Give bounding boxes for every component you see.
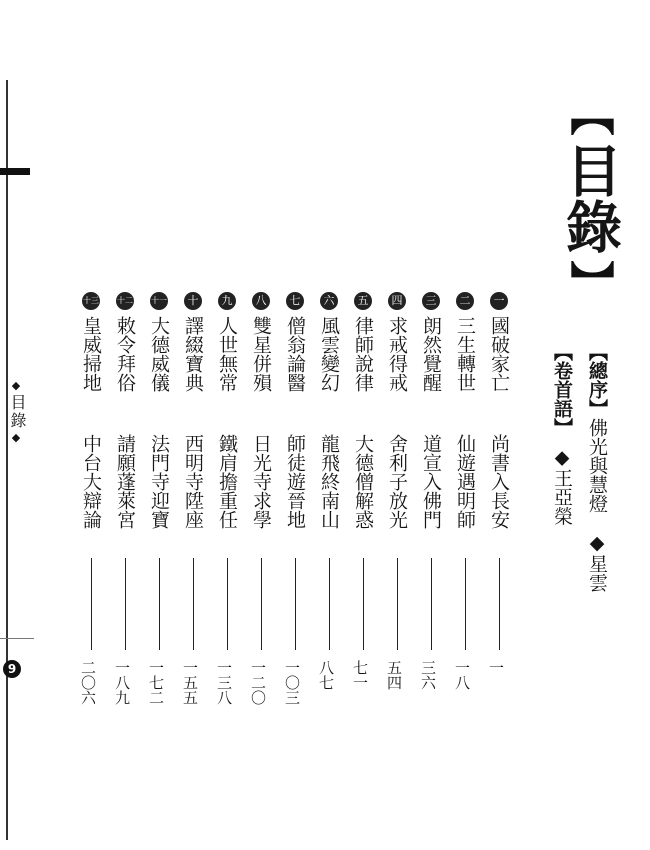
chapter-title-part1: 三生轉世 — [454, 316, 476, 392]
chapter-number-badge: 三 — [422, 292, 440, 310]
preface-tag: 【總序】 — [586, 342, 608, 418]
chapter-title-part1: 雙星併殞 — [250, 316, 272, 392]
chapter-number-badge: 一 — [490, 292, 508, 310]
leader-line — [363, 558, 364, 650]
title-close-bracket: 】 — [565, 260, 616, 304]
chapter-title-part2: 日光寺求學 — [250, 434, 272, 529]
chapter-page: 三六 — [419, 660, 437, 690]
chapter-title-part2: 鐵肩擔重任 — [216, 434, 238, 529]
chapter-title-part1: 譯綴寶典 — [182, 316, 204, 392]
diamond-icon: ◆ — [11, 431, 23, 444]
toc-entry[interactable] — [146, 292, 172, 705]
chapter-number-badge: 五 — [354, 292, 372, 310]
chapter-page: 五四 — [385, 660, 403, 690]
chapter-number-badge: 十二 — [116, 292, 134, 310]
toc-entry[interactable] — [112, 292, 138, 705]
chapter-title-part2: 中台大辯論 — [80, 434, 102, 529]
chapter-title-part2: 仙遊遇明師 — [454, 434, 476, 529]
chapter-title-part2: 大德僧解惑 — [352, 434, 374, 529]
chapter-title-part1: 求戒得戒 — [386, 316, 408, 392]
running-head-text: 目錄 — [8, 394, 27, 430]
chapter-number-badge: 十三 — [82, 292, 100, 310]
toc-entry[interactable] — [282, 292, 308, 705]
leader-line — [295, 558, 296, 650]
chapter-number-badge: 八 — [252, 292, 270, 310]
leader-line — [465, 558, 466, 650]
left-margin-rule — [6, 80, 8, 840]
chapter-title-part1: 皇威掃地 — [80, 316, 102, 392]
chapter-title-part2: 請願蓬萊宮 — [114, 434, 136, 529]
chapter-page: 八七 — [317, 660, 335, 690]
chapter-number-badge: 十一 — [150, 292, 168, 310]
leader-line — [261, 558, 262, 650]
chapter-title-part1: 僧翁論醫 — [284, 316, 306, 392]
chapter-title-part1: 朗然覺醒 — [420, 316, 442, 392]
chapter-number-badge: 六 — [320, 292, 338, 310]
chapter-page: 一五五 — [181, 660, 199, 705]
preface-general — [584, 342, 610, 592]
leader-line — [397, 558, 398, 650]
chapter-number-badge: 七 — [286, 292, 304, 310]
chapter-title-part2: 舍利子放光 — [386, 434, 408, 529]
chapter-title-part2: 法門寺迎寶 — [148, 434, 170, 529]
toc-entry[interactable] — [316, 292, 342, 690]
leader-line — [159, 558, 160, 650]
chapter-page: 一〇三 — [283, 660, 301, 705]
chapter-number-badge: 十 — [184, 292, 202, 310]
chapter-page: 一八 — [453, 660, 471, 690]
leader-line — [193, 558, 194, 650]
toc-entry[interactable] — [486, 292, 512, 675]
page-number: 9 — [3, 660, 21, 678]
chapter-title-part2: 尚書入長安 — [488, 434, 510, 529]
chapter-page: 七一 — [351, 660, 369, 690]
preface-volume — [549, 342, 575, 526]
chapter-title-part1: 敕令拜俗 — [114, 316, 136, 392]
chapter-title-part1: 人世無常 — [216, 316, 238, 392]
chapter-title-part2: 西明寺陞座 — [182, 434, 204, 529]
chapter-page: 一八九 — [113, 660, 131, 705]
preface-title: 佛光與慧燈 — [586, 418, 608, 513]
leader-line — [125, 558, 126, 650]
toc-entry[interactable] — [384, 292, 410, 690]
title-open-bracket: 【 — [565, 92, 616, 136]
title-text: 目錄 — [557, 142, 623, 254]
chapter-page: 一 — [487, 660, 505, 675]
preface-author: ◆星雲 — [586, 532, 608, 592]
chapter-page: 一三八 — [215, 660, 233, 705]
left-margin-bar — [0, 168, 30, 175]
diamond-icon: ◆ — [11, 379, 23, 392]
chapter-page: 一二〇 — [249, 660, 267, 705]
toc-entry[interactable] — [418, 292, 444, 690]
toc-entry[interactable] — [180, 292, 206, 705]
leader-line — [431, 558, 432, 650]
chapter-title-part2: 師徒遊晉地 — [284, 434, 306, 529]
chapter-title-part2: 龍飛終南山 — [318, 434, 340, 529]
leader-line — [91, 558, 92, 650]
running-head — [6, 378, 28, 446]
preface-tag: 【卷首語】 — [551, 342, 573, 428]
chapter-title-part1: 律師說律 — [352, 316, 374, 392]
preface-author: ◆王亞榮 — [551, 446, 573, 526]
toc-entry[interactable] — [78, 292, 104, 705]
chapter-number-badge: 四 — [388, 292, 406, 310]
chapter-title-part2: 道宣入佛門 — [420, 434, 442, 529]
chapter-number-badge: 二 — [456, 292, 474, 310]
leader-line — [227, 558, 228, 650]
toc-entry[interactable] — [214, 292, 240, 705]
chapter-page: 二〇六 — [79, 660, 97, 705]
chapter-number-badge: 九 — [218, 292, 236, 310]
chapter-title-part1: 大德威儀 — [148, 316, 170, 392]
toc-entry[interactable] — [452, 292, 478, 690]
leader-line — [329, 558, 330, 650]
page-title — [557, 92, 623, 304]
chapter-page: 一七二 — [147, 660, 165, 705]
chapter-title-part1: 國破家亡 — [488, 316, 510, 392]
leader-line — [499, 558, 500, 650]
left-margin-thin-rule — [0, 638, 34, 639]
toc-entry[interactable] — [248, 292, 274, 705]
toc-entry[interactable] — [350, 292, 376, 690]
chapter-title-part1: 風雲變幻 — [318, 316, 340, 392]
